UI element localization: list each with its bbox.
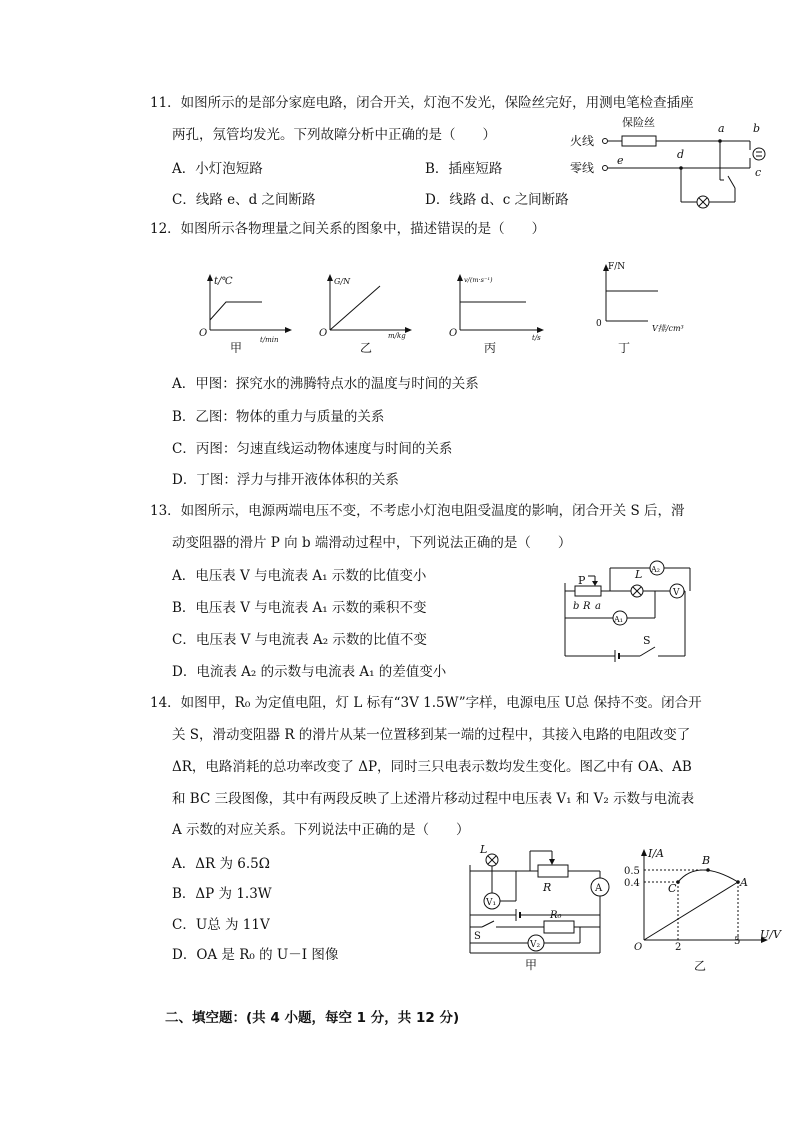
- q13-option-a[interactable]: A．电压表 V 与电流表 A₁ 示数的比值变小: [172, 568, 427, 584]
- q11-line-2: 两孔，氖管均发光。下列故障分析中正确的是（ ）: [172, 127, 496, 143]
- q11-circuit-figure: [560, 110, 780, 215]
- q13-line-1: 13．如图所示，电源两端电压不变，不考虑小灯泡电阻受温度的影响，闭合开关 S 后，滑: [150, 503, 685, 519]
- switch-symbol: [728, 176, 735, 188]
- q12-stem: 12．如图所示各物理量之间关系的图象中，描述错误的是（ ）: [150, 221, 546, 237]
- svg-text:P: P: [578, 574, 586, 587]
- q12-option-a[interactable]: A．甲图：探究水的沸腾特点水的温度与时间的关系: [172, 376, 479, 392]
- svg-text:O: O: [634, 942, 643, 953]
- svg-text:甲: 甲: [525, 958, 538, 972]
- svg-text:R₀: R₀: [550, 910, 562, 921]
- q14-option-b[interactable]: B．ΔP 为 1.3W: [172, 886, 272, 902]
- svg-text:B: B: [702, 854, 711, 867]
- q11-option-d[interactable]: D．线路 d、c 之间断路: [425, 192, 569, 208]
- segment-OA: [644, 882, 738, 940]
- svg-text:U/V: U/V: [760, 928, 781, 941]
- q13-circuit-figure: [555, 548, 705, 663]
- q12-option-d[interactable]: D．丁图：浮力与排开液体体积的关系: [172, 472, 399, 488]
- svg-text:A: A: [740, 876, 748, 889]
- q11-line-1: 11．如图所示的是部分家庭电路，闭合开关，灯泡不发光，保险丝完好，用测电笔检查插座: [150, 95, 694, 111]
- svg-text:2: 2: [675, 942, 682, 953]
- svg-text:b: b: [753, 122, 761, 135]
- q12-graph-jia: [190, 268, 300, 353]
- svg-text:t/s: t/s: [532, 334, 541, 342]
- svg-text:b: b: [573, 601, 580, 612]
- q13-option-c[interactable]: C．电压表 V 与电流表 A₂ 示数的比值不变: [172, 632, 427, 648]
- svg-text:t/℃: t/℃: [214, 276, 233, 287]
- svg-text:0.5: 0.5: [624, 866, 640, 877]
- svg-text:V: V: [673, 588, 680, 598]
- q12-graph-ding: [588, 256, 703, 356]
- svg-text:丁: 丁: [618, 341, 631, 355]
- q12-option-c[interactable]: C．丙图：匀速直线运动物体速度与时间的关系: [172, 441, 453, 457]
- svg-text:丙: 丙: [484, 341, 497, 353]
- socket-icon: [753, 148, 765, 160]
- q13-option-b[interactable]: B．电压表 V 与电流表 A₁ 示数的乘积不变: [172, 600, 427, 616]
- q11-option-b[interactable]: B．插座短路: [425, 161, 503, 177]
- q14-option-d[interactable]: D．OA 是 R₀ 的 U－I 图像: [172, 947, 339, 963]
- svg-text:O: O: [449, 328, 458, 339]
- section-2-heading: 二、填空题：(共 4 小题，每空 1 分，共 12 分): [165, 1010, 460, 1026]
- svg-text:I/A: I/A: [648, 847, 664, 860]
- q12-option-b[interactable]: B．乙图：物体的重力与质量的关系: [172, 409, 385, 425]
- svg-text:v/(m·s⁻¹): v/(m·s⁻¹): [464, 276, 493, 284]
- q12-graph-yi: [310, 268, 420, 353]
- svg-text:乙: 乙: [694, 959, 707, 973]
- svg-text:R: R: [543, 881, 552, 894]
- q11-option-c[interactable]: C．线路 e、d 之间断路: [172, 192, 316, 208]
- q13-line-2: 动变阻器的滑片 P 向 b 端滑动过程中，下列说法正确的是（ ）: [172, 535, 572, 551]
- q13-option-d[interactable]: D．电流表 A₂ 的示数与电流表 A₁ 的差值变小: [172, 664, 447, 680]
- svg-text:A: A: [595, 883, 603, 894]
- q14-option-c[interactable]: C．U总 为 11V: [172, 917, 270, 933]
- live-wire-label: 火线: [570, 134, 595, 148]
- svg-text:乙: 乙: [360, 341, 373, 353]
- svg-text:V₂: V₂: [530, 940, 541, 950]
- svg-text:e: e: [617, 154, 624, 167]
- svg-text:5: 5: [734, 936, 741, 947]
- q14-option-a[interactable]: A．ΔR 为 6.5Ω: [172, 856, 270, 872]
- q14-line-4: 和 BC 三段图像，其中有两段反映了上述滑片移动过程中电压表 V₁ 和 V₂ 示数与电流表: [172, 791, 695, 807]
- svg-text:a: a: [595, 601, 601, 612]
- svg-text:S: S: [643, 634, 651, 647]
- svg-text:a: a: [718, 122, 725, 135]
- svg-text:0.4: 0.4: [624, 878, 640, 889]
- svg-text:V排/cm³: V排/cm³: [652, 324, 684, 333]
- svg-text:L: L: [480, 843, 488, 856]
- fuse-label: 保险丝: [622, 116, 655, 129]
- svg-text:甲: 甲: [230, 341, 243, 353]
- q14-graph-yi: [622, 840, 782, 980]
- q14-line-5: A 示数的对应关系。下列说法中正确的是（ ）: [172, 822, 470, 838]
- svg-text:L: L: [635, 568, 643, 581]
- svg-text:t/min: t/min: [260, 336, 279, 344]
- svg-text:C: C: [668, 882, 677, 895]
- q14-line-2: 关 S，滑动变阻器 R 的滑片从某一位置移到某一端的过程中，其接入电路的电阻改变了: [172, 727, 691, 743]
- svg-text:F/N: F/N: [608, 262, 626, 272]
- svg-text:V₁: V₁: [486, 898, 497, 908]
- svg-text:G/N: G/N: [334, 277, 351, 286]
- svg-text:c: c: [755, 166, 762, 179]
- svg-text:d: d: [677, 148, 685, 161]
- fuse-symbol: [622, 136, 656, 146]
- svg-text:m/kg: m/kg: [388, 332, 406, 340]
- q14-line-1: 14．如图甲，R₀ 为定值电阻，灯 L 标有“3V 1.5W”字样，电源电压 U总 保持不变。闭合开: [150, 695, 702, 711]
- svg-text:O: O: [319, 328, 328, 339]
- svg-text:A₁: A₁: [614, 615, 623, 624]
- svg-text:S: S: [474, 931, 481, 942]
- q11-option-a[interactable]: A．小灯泡短路: [172, 161, 263, 177]
- svg-text:R: R: [583, 601, 591, 612]
- svg-text:A₂: A₂: [651, 565, 660, 574]
- q12-graph-bing: [440, 268, 555, 353]
- svg-text:0: 0: [596, 319, 602, 329]
- q14-line-3: ΔR，电路消耗的总功率改变了 ΔP，同时三只电表示数均发生变化。图乙中有 OA、AB: [172, 759, 692, 775]
- svg-text:O: O: [199, 328, 208, 339]
- neutral-wire-label: 零线: [570, 161, 595, 175]
- q14-circuit-figure-jia: [460, 843, 615, 973]
